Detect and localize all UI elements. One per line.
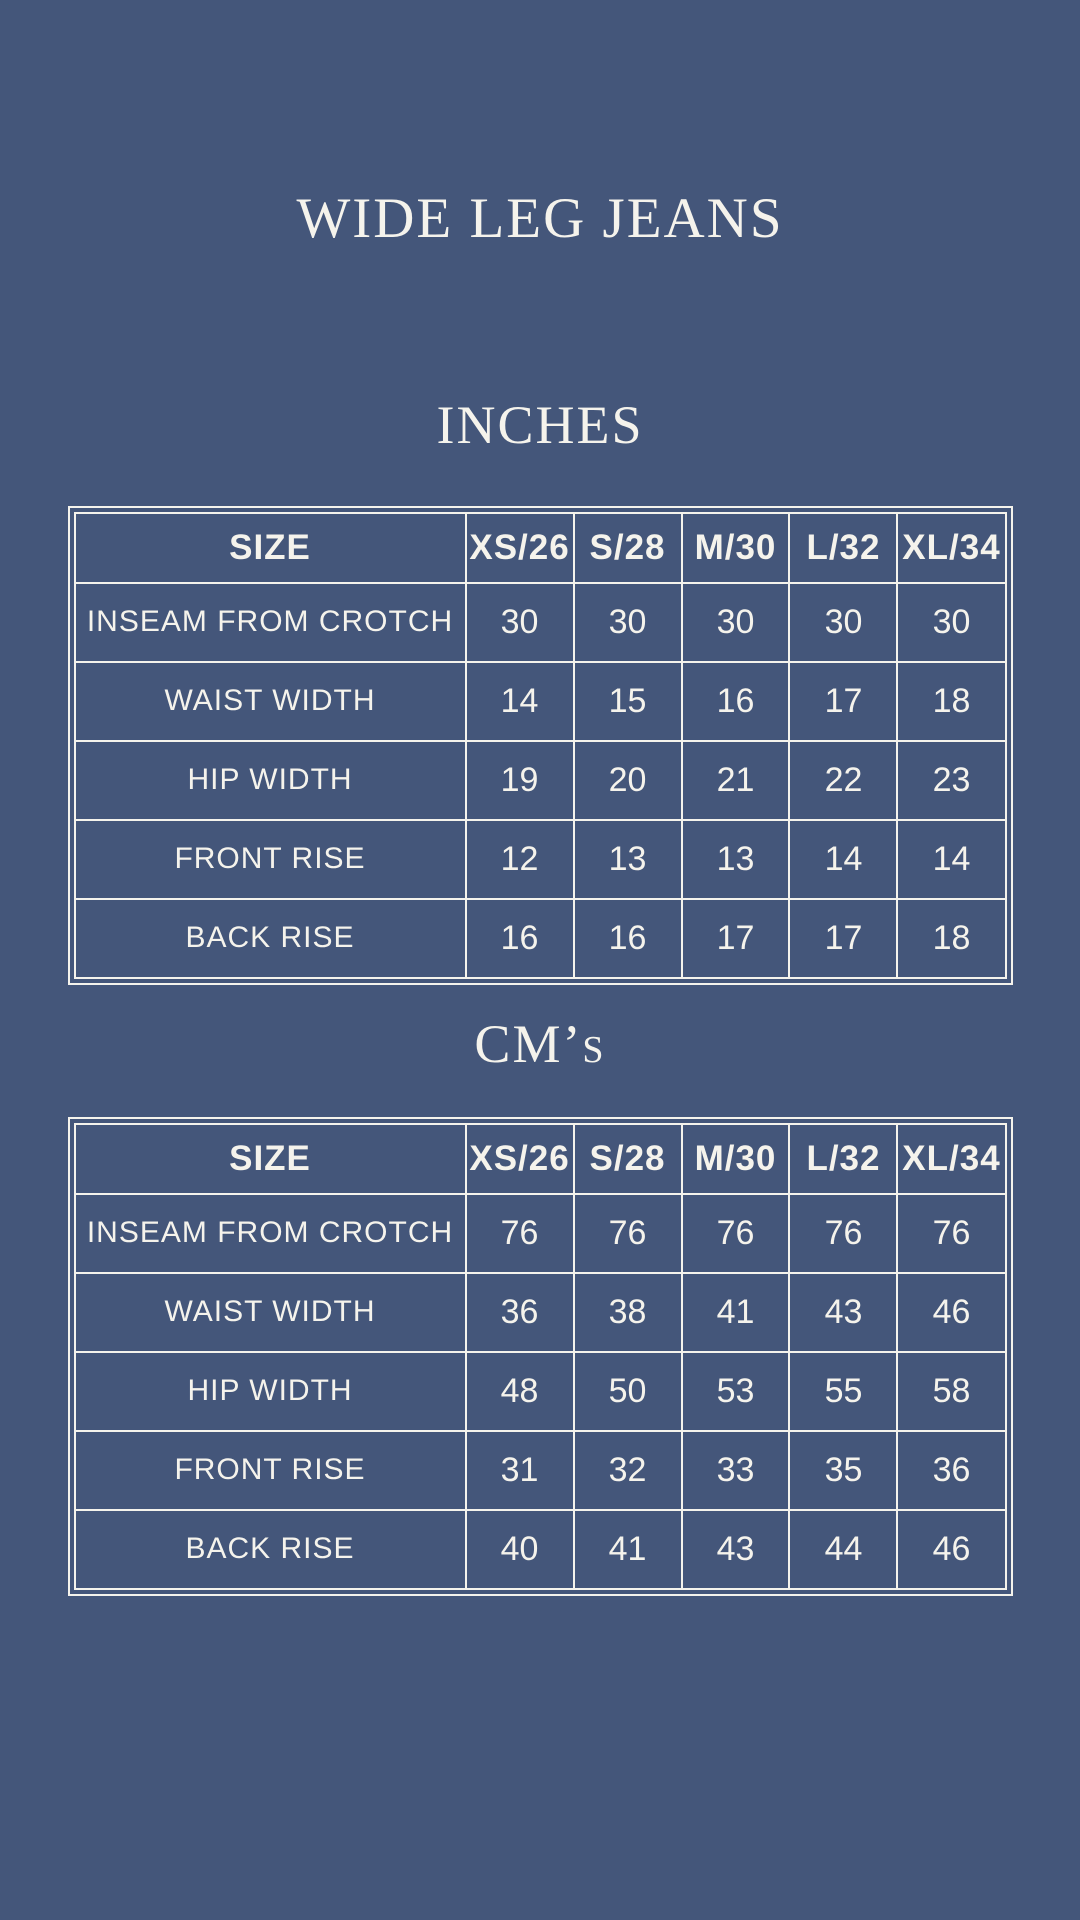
value-cell: 16	[466, 899, 574, 978]
row-label: WAIST WIDTH	[75, 662, 466, 741]
section-cms	[0, 1013, 1080, 1596]
value-cell: 21	[682, 741, 790, 820]
value-cell: 13	[682, 820, 790, 899]
table-header-row	[75, 513, 1006, 583]
value-cell: 14	[897, 820, 1005, 899]
value-cell: 76	[897, 1194, 1005, 1273]
value-cell: 46	[897, 1510, 1005, 1589]
value-cell: 19	[466, 741, 574, 820]
row-label: INSEAM FROM CROTCH	[75, 1194, 466, 1273]
value-cell: 48	[466, 1352, 574, 1431]
value-cell: 32	[574, 1431, 682, 1510]
value-cell: 76	[789, 1194, 897, 1273]
value-cell: 76	[574, 1194, 682, 1273]
value-cell: 76	[682, 1194, 790, 1273]
value-cell: 14	[466, 662, 574, 741]
table-row	[75, 662, 1006, 741]
row-label: HIP WIDTH	[75, 1352, 466, 1431]
inches-table-frame	[68, 506, 1013, 985]
col-header-s28: S/28	[574, 513, 682, 583]
value-cell: 13	[574, 820, 682, 899]
size-column-header: SIZE	[75, 513, 466, 583]
section-heading-inches: INCHES	[436, 394, 644, 455]
value-cell: 17	[789, 662, 897, 741]
table-row	[75, 741, 1006, 820]
value-cell: 36	[897, 1431, 1005, 1510]
section-heading-cms: CM’s	[474, 1013, 606, 1074]
table-row	[75, 820, 1006, 899]
value-cell: 30	[789, 583, 897, 662]
value-cell: 18	[897, 899, 1005, 978]
value-cell: 40	[466, 1510, 574, 1589]
value-cell: 14	[789, 820, 897, 899]
value-cell: 12	[466, 820, 574, 899]
table-header-row	[75, 1124, 1006, 1194]
table-row	[75, 583, 1006, 662]
value-cell: 20	[574, 741, 682, 820]
table-row	[75, 899, 1006, 978]
cms-size-table	[74, 1123, 1007, 1590]
value-cell: 76	[466, 1194, 574, 1273]
value-cell: 43	[682, 1510, 790, 1589]
value-cell: 16	[682, 662, 790, 741]
table-row	[75, 1194, 1006, 1273]
value-cell: 44	[789, 1510, 897, 1589]
value-cell: 22	[789, 741, 897, 820]
value-cell: 53	[682, 1352, 790, 1431]
value-cell: 23	[897, 741, 1005, 820]
value-cell: 46	[897, 1273, 1005, 1352]
col-header-xl34: XL/34	[897, 513, 1005, 583]
row-label: INSEAM FROM CROTCH	[75, 583, 466, 662]
col-header-s28: S/28	[574, 1124, 682, 1194]
col-header-xs26: XS/26	[466, 1124, 574, 1194]
value-cell: 33	[682, 1431, 790, 1510]
row-label: BACK RISE	[75, 899, 466, 978]
value-cell: 31	[466, 1431, 574, 1510]
col-header-m30: M/30	[682, 1124, 790, 1194]
value-cell: 30	[574, 583, 682, 662]
value-cell: 30	[682, 583, 790, 662]
row-label: HIP WIDTH	[75, 741, 466, 820]
col-header-l32: L/32	[789, 513, 897, 583]
value-cell: 15	[574, 662, 682, 741]
value-cell: 36	[466, 1273, 574, 1352]
value-cell: 41	[574, 1510, 682, 1589]
cms-table-frame	[68, 1117, 1013, 1596]
value-cell: 35	[789, 1431, 897, 1510]
value-cell: 16	[574, 899, 682, 978]
col-header-m30: M/30	[682, 513, 790, 583]
value-cell: 17	[789, 899, 897, 978]
value-cell: 38	[574, 1273, 682, 1352]
value-cell: 30	[897, 583, 1005, 662]
table-row	[75, 1273, 1006, 1352]
row-label: FRONT RISE	[75, 1431, 466, 1510]
value-cell: 41	[682, 1273, 790, 1352]
value-cell: 58	[897, 1352, 1005, 1431]
col-header-xl34: XL/34	[897, 1124, 1005, 1194]
value-cell: 18	[897, 662, 1005, 741]
value-cell: 55	[789, 1352, 897, 1431]
table-row	[75, 1510, 1006, 1589]
table-row	[75, 1352, 1006, 1431]
size-column-header: SIZE	[75, 1124, 466, 1194]
section-inches	[0, 394, 1080, 985]
value-cell: 50	[574, 1352, 682, 1431]
value-cell: 43	[789, 1273, 897, 1352]
page-title: WIDE LEG JEANS	[296, 187, 784, 250]
value-cell: 17	[682, 899, 790, 978]
col-header-xs26: XS/26	[466, 513, 574, 583]
inches-size-table	[74, 512, 1007, 979]
col-header-l32: L/32	[789, 1124, 897, 1194]
table-row	[75, 1431, 1006, 1510]
row-label: WAIST WIDTH	[75, 1273, 466, 1352]
value-cell: 30	[466, 583, 574, 662]
row-label: BACK RISE	[75, 1510, 466, 1589]
row-label: FRONT RISE	[75, 820, 466, 899]
